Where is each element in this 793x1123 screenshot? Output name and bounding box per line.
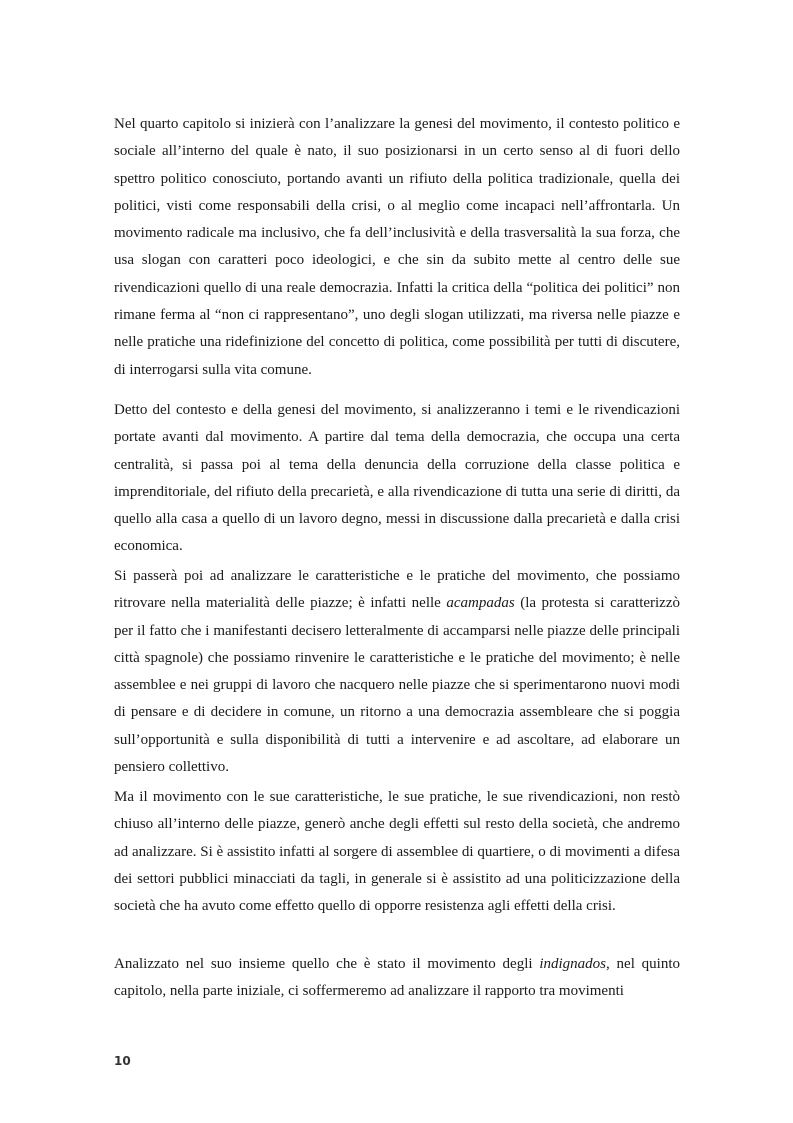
- paragraph-text: [114, 951, 680, 1006]
- paragraph-themes: [114, 397, 680, 561]
- paragraph-practices: [114, 563, 680, 781]
- paragraph-text: [114, 563, 680, 781]
- text-run: (la protesta si caratterizzò per il fatto che i manifestanti decisero letteralmente di accamparsi nelle piazze delle principali città spagnole) che possiamo rinvenire le caratteristiche e le pratiche del movimento; è nelle assemblee e nei gruppi di lavoro che nacquero nelle piazze che si sperimentarono nuovi modi di pensare e di decidere in comune, un ritorno a una democrazia assembleare che si poggia sull’opportunità e sulla disponibilità di tutti a intervenire e ad ascoltare, ad elaborare un pensiero collettivo.: [114, 595, 681, 776]
- text-run: Analizzato nel suo insieme quello che è stato il movimento degli: [114, 956, 540, 972]
- text-run: Si passerà poi ad analizzare le caratteristiche e le pratiche del movimento, che possiamo ritrovare nella materialità delle piazze; è infatti nelle: [114, 568, 680, 612]
- italic-term-indignados: indignados: [539, 956, 607, 972]
- paragraph-text: Ma il movimento con le sue caratteristiche, le sue pratiche, le sue rivendicazioni, non restò chiuso all’interno delle piazze, generò anche degli effetti sul resto della società, che andremo ad analizzare. Si è assistito infatti al sorgere di assemblee di quartiere, o di movimenti a difesa dei settori pubblici minacciati da tagli, in generale si è assistito ad una politicizzazione della società che ha avuto come effetto quello di opporre resistenza agli effetti della crisi.: [114, 789, 680, 915]
- paragraph-chapter-four-intro: [114, 111, 680, 384]
- paragraph-chapter-five: [114, 951, 680, 1013]
- paragraph-text: Nel quarto capitolo si inizierà con l’analizzare la genesi del movimento, il contesto politico e sociale all’interno del quale è nato, il suo posizionarsi in un certo senso al di fuori dello spettro politico conosciuto, portando avanti un rifiuto della politica tradizionale, quella dei politici, visti come responsabili della crisi, o al meglio come incapaci nell’affrontarla. Un movimento radicale ma inclusivo, che fa dell’inclusività e della trasversalità la sua forza, che usa slogan con caratteri poco ideologici, e che sin da subito mette al centro delle sue rivendicazioni quello di una reale democrazia. Infatti la critica della “politica dei politici” non rimane ferma al “non ci rappresentano”, uno degli slogan utilizzati, ma riversa nelle piazze e nelle pratiche una ridefinizione del concetto di politica, come possibilità per tutti di discutere, di interrogarsi sulla vita comune.: [114, 116, 680, 378]
- italic-term-acampadas: acampadas: [446, 595, 515, 612]
- text-run: , nel quinto capitolo, nella parte iniziale, ci soffermeremo ad analizzare il rapporto tra movimenti: [114, 956, 680, 1000]
- paragraph-text: Detto del contesto e della genesi del movimento, si analizzeranno i temi e le rivendicazioni portate avanti dal movimento. A partire dal tema della democrazia, che occupa una certa centralità, si passa poi al tema della denuncia della corruzione della classe politica e imprenditoriale, del rifiuto della precarietà, e alla rivendicazione di tutta una serie di diritti, da quello alla casa a quello di un lavoro degno, messi in discussione dalla precarietà e dalla crisi economica.: [114, 402, 680, 555]
- page-number: 10: [114, 1054, 131, 1068]
- paragraph-effects: [114, 784, 680, 920]
